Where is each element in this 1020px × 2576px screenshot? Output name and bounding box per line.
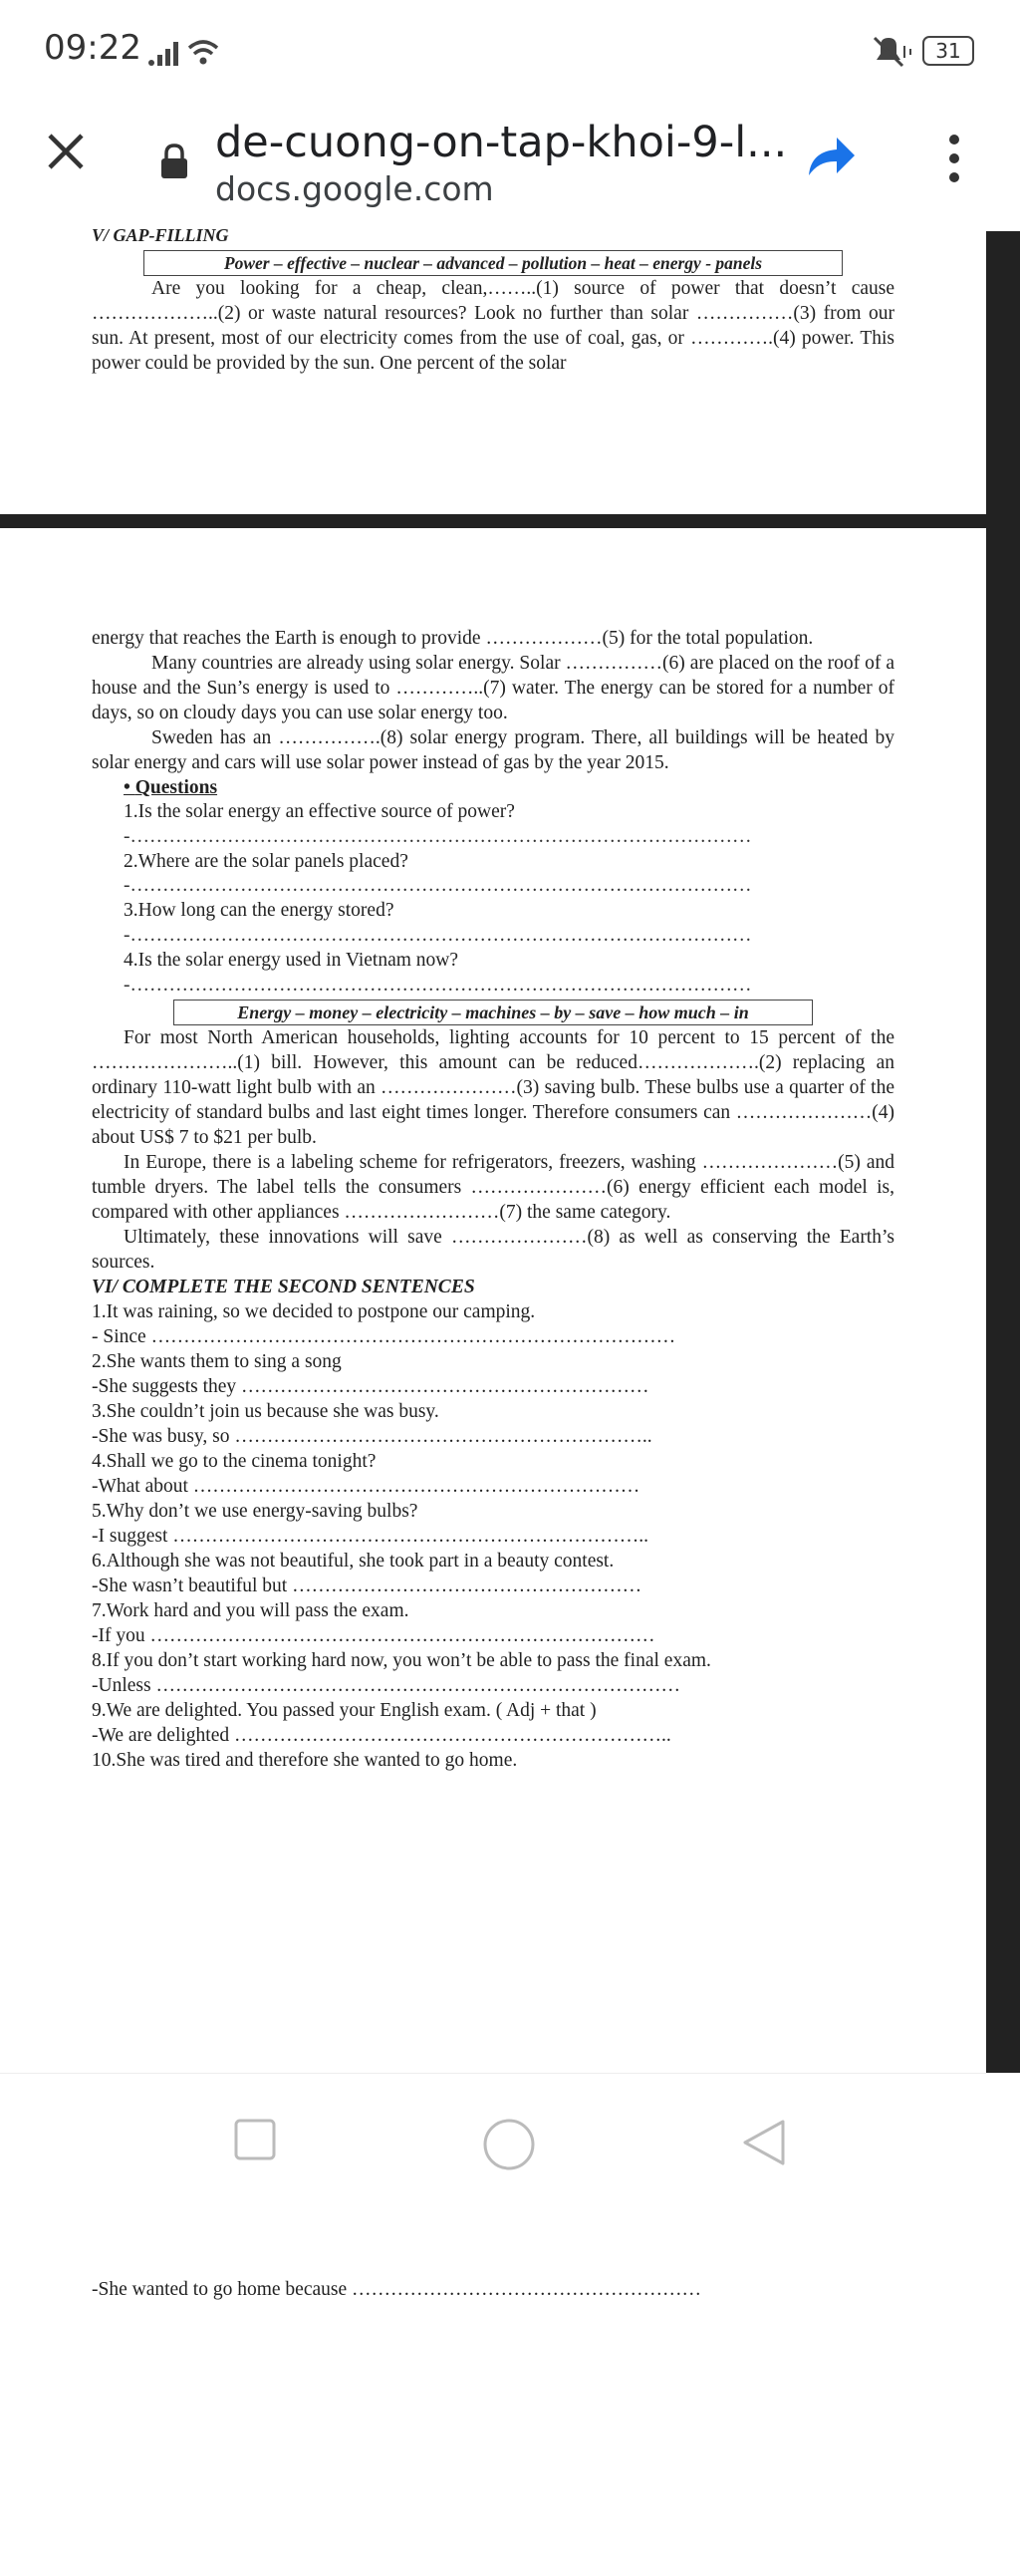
battery-icon: 31 (922, 36, 974, 66)
back-button[interactable] (741, 2118, 787, 2172)
more-options-icon[interactable] (944, 134, 964, 187)
share-icon[interactable] (807, 134, 857, 183)
sentence-list (92, 1299, 894, 1773)
question-item: 3.How long can the energy stored? (124, 900, 394, 922)
answer-line: -Unless ……………………………………………………………………… (92, 1675, 680, 1697)
page-domain: docs.google.com (215, 169, 494, 208)
answer-line: -She suggests they ……………………………………………………… (92, 1376, 649, 1398)
question-item: 2.Where are the solar panels placed? (124, 850, 408, 872)
answer-line: -What about …………………………………………………………… (92, 1476, 640, 1498)
browser-toolbar (0, 100, 1020, 231)
passage-paragraph: energy that reaches the Earth is enough to provide ………………(5) for the total population. (92, 628, 814, 649)
answer-line: -She was busy, so ……………………………………………………….. (92, 1426, 652, 1448)
sentence-item: 7.Work hard and you will pass the exam. (92, 1600, 409, 1622)
lock-icon (159, 143, 189, 183)
word-box-2: Energy – money – electricity – machines – by – save – how much – in (173, 1000, 813, 1025)
section-heading-gap-filling: V/ GAP-FILLING (92, 225, 229, 245)
status-time: 09:22 (44, 28, 141, 68)
answer-line: -…………………………………………………………………………………… (124, 924, 752, 946)
sentence-item: 4.Shall we go to the cinema tonight? (92, 1451, 377, 1473)
question-item: 4.Is the solar energy used in Vietnam now? (124, 949, 459, 971)
section-heading-complete-sentences: VI/ COMPLETE THE SECOND SENTENCES (92, 1277, 475, 1298)
answer-line: -…………………………………………………………………………………… (124, 974, 752, 996)
questions-label: Questions (134, 777, 218, 798)
home-button[interactable] (482, 2118, 536, 2176)
sentence-item: 6.Although she was not beautiful, she took part in a beauty contest. (92, 1551, 615, 1573)
answer-line: -I suggest ……………………………………………………………….. (92, 1526, 648, 1548)
passage-paragraph: Ultimately, these innovations will save …………………(8) as well as conserving the Earth’s sources. (92, 1227, 894, 1274)
document-viewer[interactable] (0, 225, 1020, 2300)
answer-line: -She wanted to go home because ……………………………………………… (92, 2279, 702, 2300)
passage-paragraph: Are you looking for a cheap, clean,……..(1) source of power that doesn’t cause ………………..(2) or waste natural resources? Look no further than solar ……………(3) from our sun. At present, most of our electricity comes from the use of coal, gas, or ………….(4) power. This power could be provided by the sun. One percent of the solar (92, 278, 894, 374)
doc-page-3 (0, 2177, 986, 2576)
word-box-1: Power – effective – nuclear – advanced – pollution – heat – energy - panels (143, 250, 843, 276)
answer-line: -She wasn’t beautiful but ……………………………………………… (92, 1575, 642, 1597)
recent-apps-button[interactable] (233, 2118, 277, 2166)
questions-heading: • Questions (124, 777, 218, 798)
status-bar (0, 0, 1020, 100)
answer-line: -…………………………………………………………………………………… (124, 825, 752, 847)
answer-line: -…………………………………………………………………………………… (124, 875, 752, 897)
sentence-item: 10.She was tired and therefore she wanted to go home. (92, 1750, 518, 1772)
sentence-item: 9.We are delighted. You passed your English exam. ( Adj + that ) (92, 1700, 597, 1722)
passage-paragraph: Sweden has an …………….(8) solar energy program. There, all buildings will be heated by solar energy and cars will use solar power instead of gas by the year 2015. (92, 727, 894, 773)
page-title: de-cuong-on-tap-khoi-9-l... (215, 118, 788, 167)
answer-line: - Since ……………………………………………………………………… (92, 1326, 676, 1348)
sentence-item: 5.Why don’t we use energy-saving bulbs? (92, 1501, 418, 1523)
page-separator (0, 514, 1020, 528)
doc-page-1 (0, 225, 986, 514)
close-icon[interactable] (44, 130, 88, 177)
doc-page-2 (0, 528, 986, 2161)
passage-paragraph: In Europe, there is a labeling scheme for refrigerators, freezers, washing …………………(5) and tumble dryers. The label tells the consumers …………………(6) energy efficient each model is, compared with other appliances ……………………(7) the same category. (92, 1152, 894, 1224)
question-list (92, 800, 894, 998)
scrollbar[interactable] (986, 231, 1020, 2073)
sentence-item: 3.She couldn’t join us because she was busy. (92, 1401, 439, 1423)
passage-paragraph: Many countries are already using solar energy. Solar ……………(6) are placed on the roof of a house and the Sun’s energy is used to …………..(7) water. The energy can be stored for a number of days, so on cloudy days you can use solar energy too. (92, 653, 894, 723)
answer-line: -If you …………………………………………………………………… (92, 1625, 655, 1647)
sentence-item: 8.If you don’t start working hard now, you won’t be able to pass the final exam. (92, 1650, 711, 1672)
sentence-item: 2.She wants them to sing a song (92, 1351, 342, 1373)
question-item: 1.Is the solar energy an effective source of power? (124, 801, 515, 822)
signal-icon (145, 36, 235, 72)
system-nav-bar (0, 2073, 1020, 2210)
sentence-item: 1.It was raining, so we decided to postpone our camping. (92, 1301, 536, 1323)
mute-icon (871, 34, 914, 72)
answer-line: -We are delighted ………………………………………………………….. (92, 1725, 671, 1747)
passage-paragraph: For most North American households, lighting accounts for 10 percent to 15 percent of the …………………..(1) bill. However, this amount can be reduced……………….(2) replacing an ordinary 110-watt light bulb with an …………………(3) saving bulb. These bulbs use a quarter of the electricity of standard bulbs and last eight times longer. Therefore consumers can …………………(4) about US$ 7 to $21 per bulb. (92, 1027, 894, 1149)
